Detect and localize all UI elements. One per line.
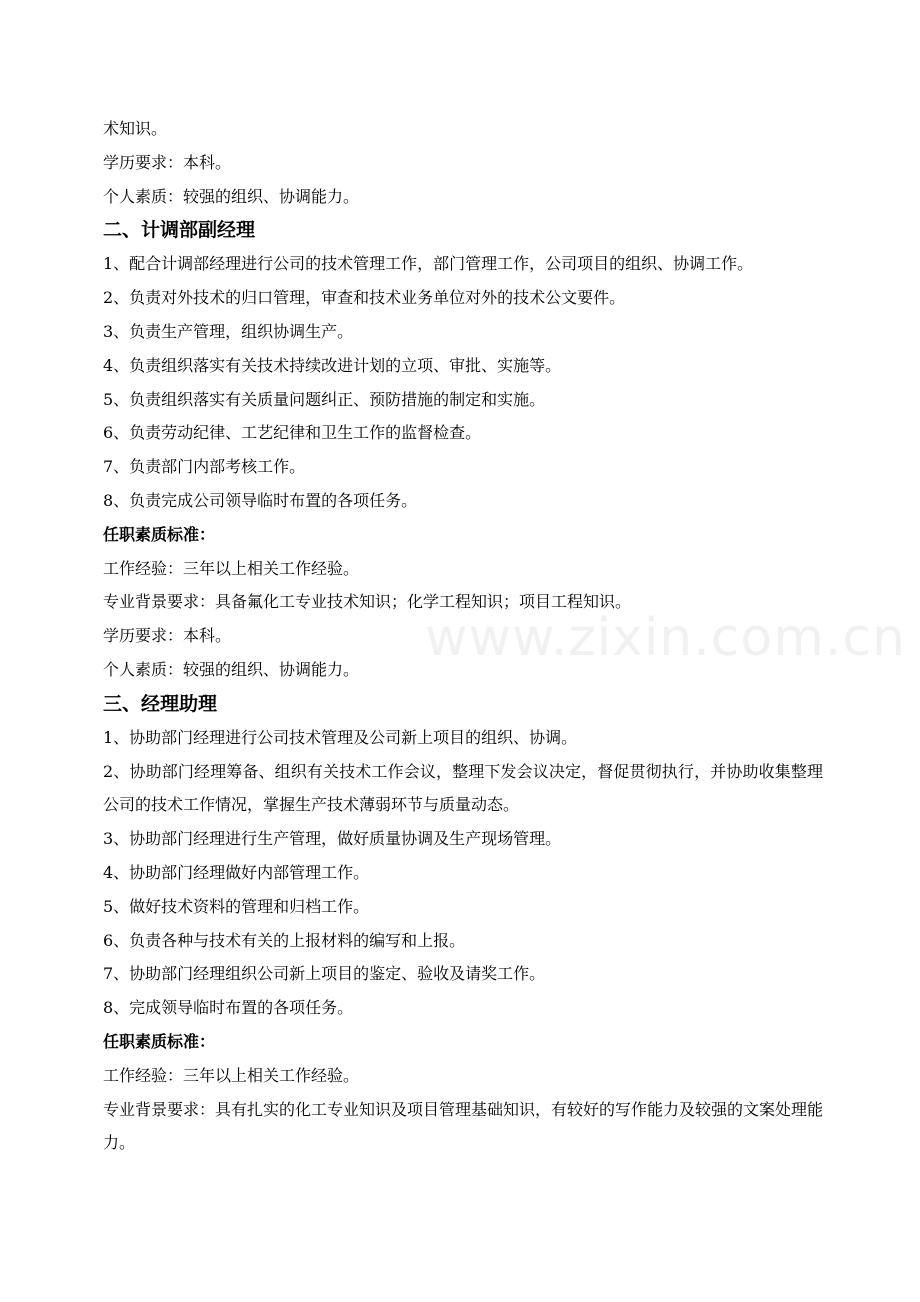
standard-item: 工作经验：三年以上相关工作经验。 bbox=[103, 1065, 360, 1085]
standards-heading: 任职素质标准： bbox=[103, 1031, 216, 1051]
duty-item: 8、完成领导临时布置的各项任务。 bbox=[103, 998, 354, 1018]
intro-line: 个人素质：较强的组织、协调能力。 bbox=[103, 186, 360, 206]
duty-item: 6、负责各种与技术有关的上报材料的编写和上报。 bbox=[103, 930, 466, 950]
watermark-text: www.zixin.com.cn bbox=[425, 608, 906, 668]
document-body bbox=[103, 112, 823, 1160]
standard-item: 专业背景要求：具备氟化工专业技术知识；化学工程知识；项目工程知识。 bbox=[103, 592, 632, 612]
standard-item: 学历要求：本科。 bbox=[103, 626, 232, 646]
intro-line: 学历要求：本科。 bbox=[103, 152, 232, 172]
duty-item: 1、配合计调部经理进行公司的技术管理工作，部门管理工作，公司项目的组织、协调工作。 bbox=[103, 254, 754, 274]
duty-item: 3、协助部门经理进行生产管理，做好质量协调及生产现场管理。 bbox=[103, 829, 562, 849]
standard-item: 专业背景要求：具有扎实的化工专业知识及项目管理基础知识，有较好的写作能力及较强的文案处理能力。 bbox=[103, 1099, 824, 1153]
duty-item: 1、协助部门经理进行公司技术管理及公司新上项目的组织、协调。 bbox=[103, 727, 578, 747]
duty-item: 2、协助部门经理筹备、组织有关技术工作会议，整理下发会议决定，督促贯彻执行，并协助收集整理公司的技术工作情况，掌握生产技术薄弱环节与质量动态。 bbox=[103, 761, 823, 815]
standard-item: 工作经验：三年以上相关工作经验。 bbox=[103, 558, 360, 578]
section-heading: 三、经理助理 bbox=[103, 692, 218, 715]
duty-item: 3、负责生产管理，组织协调生产。 bbox=[103, 321, 354, 341]
duty-item: 8、负责完成公司领导临时布置的各项任务。 bbox=[103, 490, 418, 510]
section-heading: 二、计调部副经理 bbox=[103, 219, 256, 242]
duty-item: 5、负责组织落实有关质量问题纠正、预防措施的制定和实施。 bbox=[103, 389, 546, 409]
duty-item: 6、负责劳动纪律、工艺纪律和卫生工作的监督检查。 bbox=[103, 423, 482, 443]
duty-item: 2、负责对外技术的归口管理，审查和技术业务单位对外的技术公文要件。 bbox=[103, 288, 626, 308]
standard-item: 个人素质：较强的组织、协调能力。 bbox=[103, 659, 360, 679]
duty-item: 7、协助部门经理组织公司新上项目的鉴定、验收及请奖工作。 bbox=[103, 964, 546, 984]
duty-item: 7、负责部门内部考核工作。 bbox=[103, 457, 306, 477]
duty-item: 4、协助部门经理做好内部管理工作。 bbox=[103, 862, 370, 882]
duty-item: 4、负责组织落实有关技术持续改进计划的立项、审批、实施等。 bbox=[103, 355, 562, 375]
intro-line: 术知识。 bbox=[103, 119, 168, 138]
duty-item: 5、做好技术资料的管理和归档工作。 bbox=[103, 896, 370, 916]
standards-heading: 任职素质标准： bbox=[103, 524, 216, 544]
